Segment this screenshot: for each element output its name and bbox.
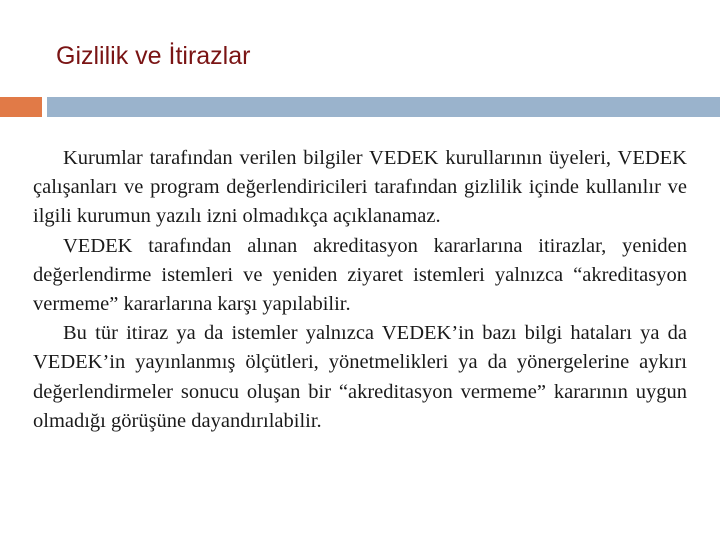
slide-title: Gizlilik ve İtirazlar [56,42,251,70]
paragraph-confidentiality: Kurumlar tarafından verilen bilgiler VEDEK kurullarının üyeleri, VEDEK çalışanları ve program değerlendiricileri tarafından gizlilik içinde kullanılır ve ilgili kurumun yazılı izni olmadıkça açıklanamaz. [33,147,687,228]
paragraph-grounds: Bu tür itiraz ya da istemler yalnızca VEDEK’in bazı bilgi hataları ya da VEDEK’in yayınlanmış ölçütleri, yönetmelikleri ya da yönergelerine aykırı değerlendirmeler sonucu oluşan bir “akreditasyon vermeme” kararının uygun olmadığı görüşüne dayandırılabilir. [33,322,687,432]
body-text [33,144,687,436]
accent-bar-orange [0,97,42,117]
paragraph-appeals: VEDEK tarafından alınan akreditasyon kararlarına itirazlar, yeniden değerlendirme istemleri ve yeniden ziyaret istemleri yalnızca “akreditasyon vermeme” kararlarına karşı yapılabilir. [33,234,687,316]
accent-bar-blue [47,97,720,117]
